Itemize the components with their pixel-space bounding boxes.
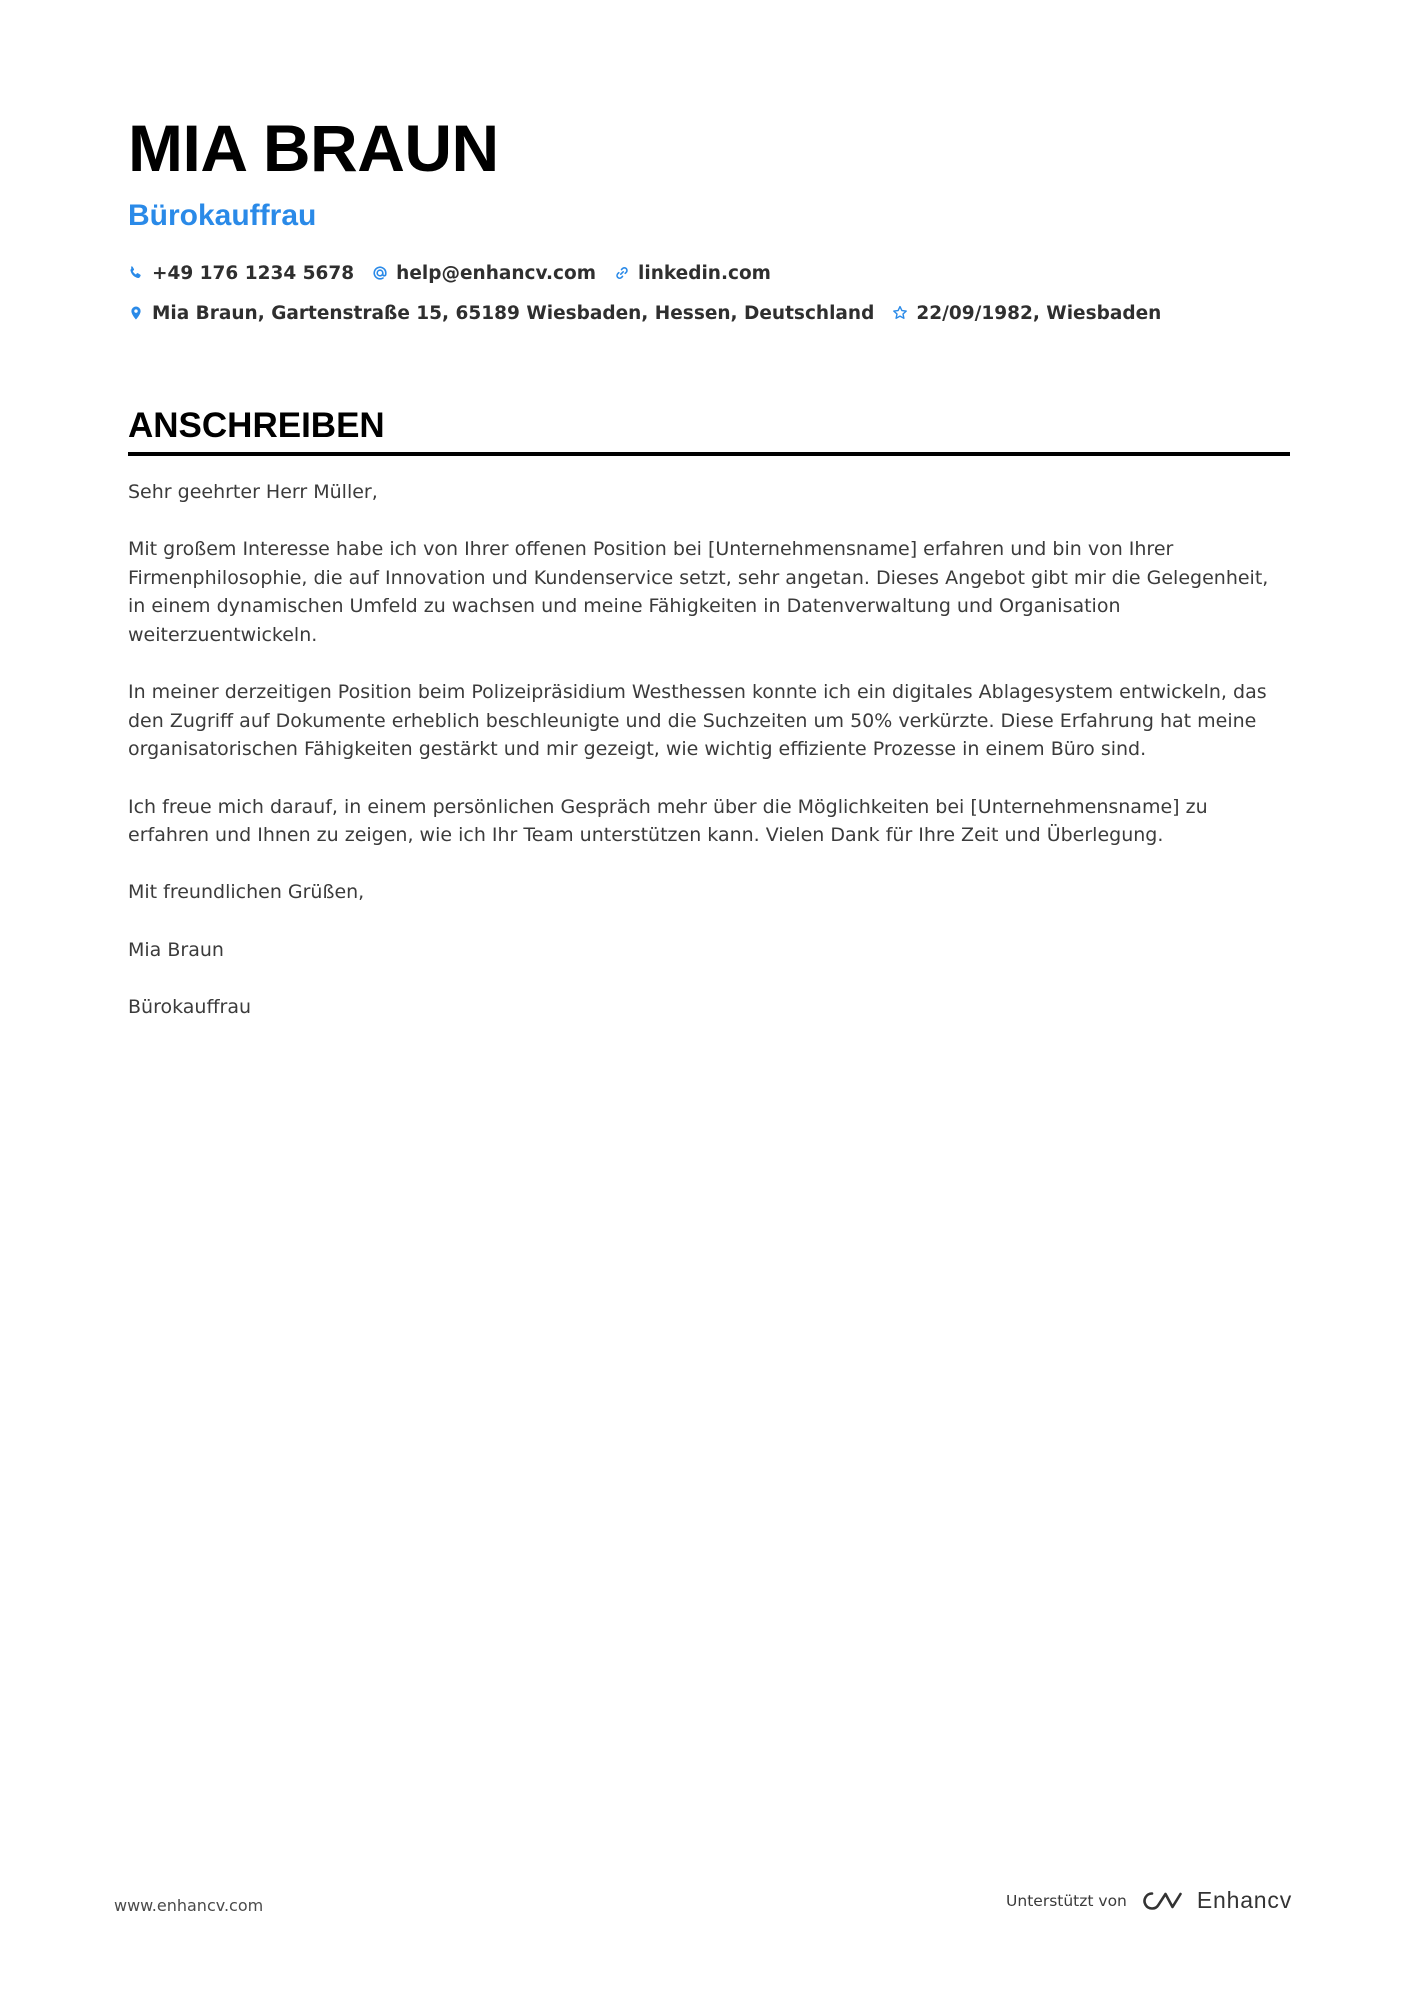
letter-paragraph: In meiner derzeitigen Position beim Polizeipräsidium Westhessen konnte ich ein digitales Ablagesystem entwickeln, das den Zugriff auf Dokumente erheblich beschleunigte und die Suchzeiten um 50% verkürzte. Diese Erfahrung hat meine organisatorischen Fähigkeiten gestärkt und mir gezeigt, wie wichtig effiziente Prozesse in einem Büro sind. [128, 681, 1267, 761]
birth-text: 22/09/1982, Wiesbaden [916, 302, 1162, 324]
letter-body [128, 478, 1290, 1021]
resume-header [128, 108, 1288, 330]
address-text: Mia Braun, Gartenstraße 15, 65189 Wiesbaden, Hessen, Deutschland [152, 302, 875, 324]
signature-title: Bürokauffrau [128, 995, 252, 1018]
footer-website-link[interactable]: www.enhancv.com [114, 1896, 264, 1915]
candidate-name: MIA BRAUN [128, 111, 499, 185]
contact-row-primary [128, 256, 1288, 290]
enhancv-logo-icon [1139, 1888, 1185, 1914]
job-title: Bürokauffrau [128, 199, 317, 232]
letter-salutation: Sehr geehrter Herr Müller, [128, 481, 378, 503]
contact-address [128, 303, 874, 324]
section-divider [128, 452, 1290, 456]
phone-text: +49 176 1234 5678 [152, 262, 355, 284]
brand-name: Enhancv [1196, 1887, 1292, 1913]
letter-paragraph: Ich freue mich darauf, in einem persönlichen Gespräch mehr über die Möglichkeiten bei [Unternehmensname] zu erfahren und Ihnen zu zeigen, wie ich Ihr Team unterstützen kann. Vielen Dank für Ihre Zeit und Überlegung. [128, 795, 1208, 847]
link-icon [614, 265, 630, 281]
contact-email[interactable] [372, 263, 596, 284]
signature-name: Mia Braun [128, 938, 224, 961]
location-pin-icon [128, 305, 144, 321]
at-icon [372, 265, 388, 281]
contact-phone[interactable] [128, 263, 354, 284]
phone-icon [128, 265, 144, 281]
cover-letter-section [128, 404, 1290, 1050]
letter-closing: Mit freundlichen Grüßen, [128, 881, 365, 904]
star-icon [892, 305, 908, 321]
linkedin-text: linkedin.com [638, 262, 771, 284]
contact-linkedin[interactable] [614, 263, 771, 284]
footer-branding [1006, 1887, 1292, 1914]
powered-by-text: Unterstützt von [1006, 1891, 1127, 1910]
letter-paragraph: Mit großem Interesse habe ich von Ihrer offenen Position bei [Unternehmensname] erfahren und bin von Ihrer Firmenphilosophie, die auf Innovation und Kundenservice setzt, sehr angetan. Dieses Angebot gibt mir die Gelegenheit, in einem dynamischen Umfeld zu wachsen und meine Fähigkeiten in Datenverwaltung und Organisation weiterzuentwickeln. [128, 538, 1269, 646]
contact-birth [892, 303, 1161, 324]
contact-row-secondary [128, 296, 1288, 330]
email-text: help@enhancv.com [396, 262, 597, 284]
section-heading: ANSCHREIBEN [128, 406, 385, 445]
